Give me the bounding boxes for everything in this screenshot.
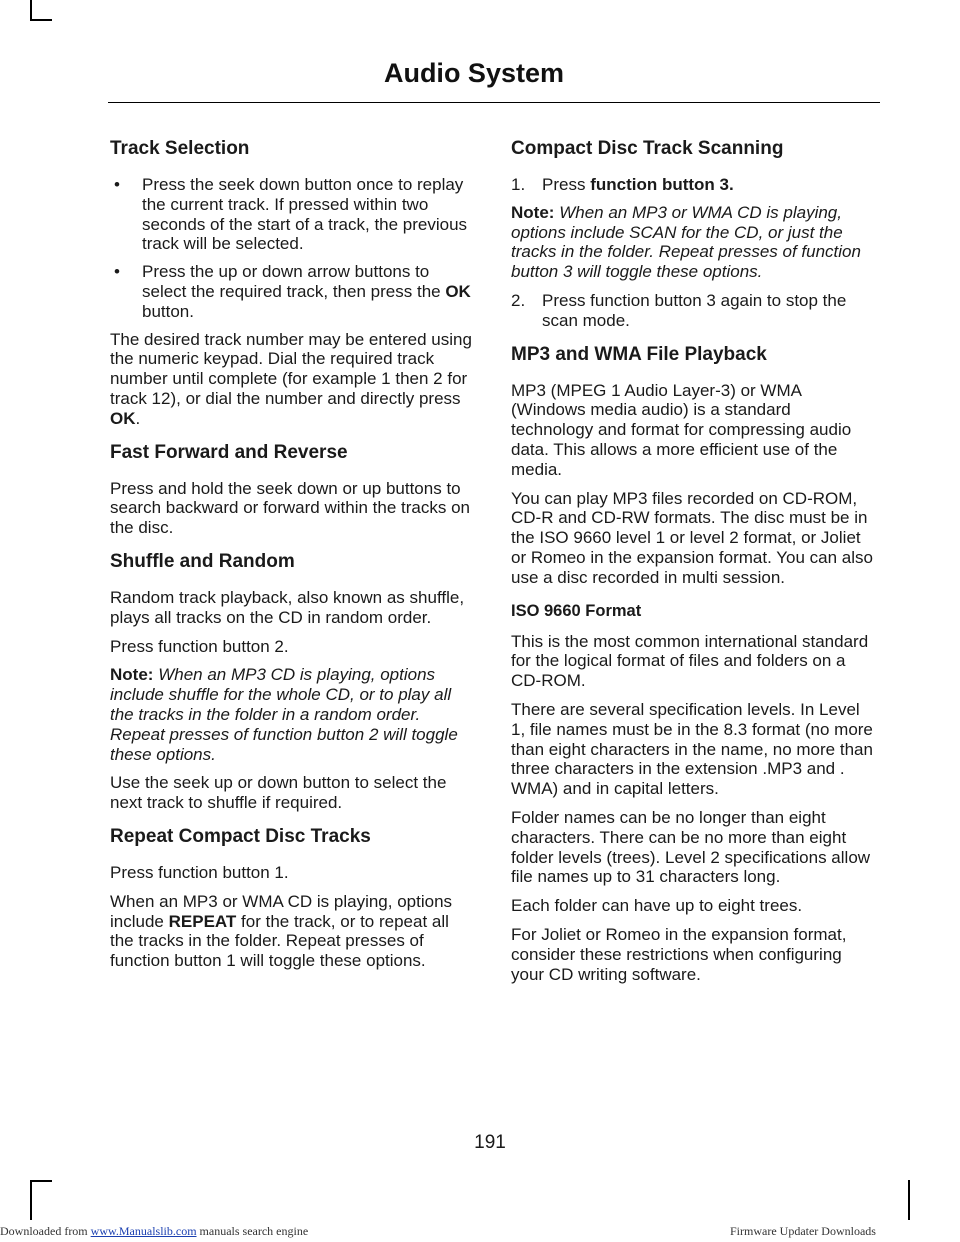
note xyxy=(511,203,877,282)
manualslib-link[interactable]: www.Manualslib.com xyxy=(90,1224,197,1238)
text-run-bold: OK xyxy=(110,408,136,428)
crop-mark xyxy=(30,1180,32,1220)
section-fast-forward xyxy=(110,441,476,538)
paragraph: MP3 (MPEG 1 Audio Layer-3) or WMA (Windows media audio) is a standard technology and format for compressing audio data. This allows a more efficient use of the media. xyxy=(511,380,852,479)
paragraph: Press and hold the seek down or up buttons to search backward or forward within the tracks on the disc. xyxy=(110,478,470,538)
section-heading: Repeat Compact Disc Tracks xyxy=(110,825,371,847)
paragraph xyxy=(110,330,476,429)
footer-right-text: Firmware Updater Downloads xyxy=(730,1224,876,1238)
section-heading: MP3 and WMA File Playback xyxy=(511,343,767,365)
text-run: button. xyxy=(142,301,194,321)
right-column xyxy=(511,137,877,993)
section-iso-9660 xyxy=(511,600,877,985)
paragraph: There are several specification levels. In Level 1, file names must be in the 8.3 format (no more than eight characters in the name, no more than three characters in the extension .MP3 and . WMA) and in capital letters. xyxy=(511,699,873,799)
text-run: When an MP3 or WMA CD is playing, options include xyxy=(110,891,453,931)
paragraph: For Joliet or Romeo in the expansion format, consider these restrictions when configuring your CD writing software. xyxy=(511,924,847,984)
section-track-selection xyxy=(110,137,476,429)
text-run: . xyxy=(135,408,141,428)
paragraph: Folder names can be no longer than eight characters. There can be no more than eight folder levels (trees). Level 2 specifications allow file names up to 31 characters long. xyxy=(511,807,871,887)
crop-mark xyxy=(908,1180,910,1220)
paragraph: This is the most common international standard for the logical format of files and folders on a CD-ROM. xyxy=(511,631,869,691)
numbered-list xyxy=(511,291,877,331)
note xyxy=(110,665,476,764)
section-heading: Track Selection xyxy=(110,138,250,159)
header-divider xyxy=(108,102,880,103)
page-number: 191 xyxy=(474,1132,506,1153)
paragraph xyxy=(110,892,476,971)
text-run: Press xyxy=(542,175,591,194)
numbered-list xyxy=(511,175,877,195)
section-heading: Fast Forward and Reverse xyxy=(110,441,348,463)
section-mp3-wma xyxy=(511,343,877,588)
footer xyxy=(0,1224,876,1239)
step-number: 1. xyxy=(511,175,526,194)
text-run: The desired track number may be entered using the numeric keypad. Dial the required track number until complete (for example 1 then 2 for track 12), or dial the number and directly press xyxy=(110,329,472,408)
crop-mark xyxy=(30,0,32,20)
crop-mark xyxy=(30,1180,52,1182)
footer-text: manuals search engine xyxy=(199,1224,309,1238)
list-item xyxy=(110,262,476,321)
paragraph: Press function button 2. xyxy=(110,636,289,656)
step-number: 2. xyxy=(511,290,526,310)
note-label: Note: xyxy=(110,665,154,685)
paragraph: Random track playback, also known as shuffle, plays all tracks on the CD in random order. xyxy=(110,587,465,627)
list-item xyxy=(511,175,877,195)
text-run-bold: function button 3. xyxy=(590,175,734,194)
note-label: Note: xyxy=(511,202,555,222)
footer-text: Downloaded from xyxy=(0,1224,88,1238)
section-repeat xyxy=(110,825,476,971)
text-run-bold: OK xyxy=(445,281,471,301)
paragraph: Use the seek up or down button to select the next track to shuffle if required. xyxy=(110,773,447,813)
paragraph: Each folder can have up to eight trees. xyxy=(511,896,803,916)
page-header-title: Audio System xyxy=(383,58,564,88)
note-text: When an MP3 or WMA CD is playing, options include SCAN for the CD, or just the tracks in the folder. Repeat presses of function button 3 will toggle these options. xyxy=(511,202,861,282)
section-scanning xyxy=(511,137,877,331)
left-column xyxy=(110,137,476,980)
section-shuffle xyxy=(110,550,476,813)
crop-mark xyxy=(30,19,52,21)
subsection-heading: ISO 9660 Format xyxy=(511,601,642,620)
paragraph: You can play MP3 files recorded on CD-ROM, CD-R and CD-RW formats. The disc must be in the ISO 9660 level 1 or level 2 format, or Joliet or Romeo in the expansion format. You can also use a disc recorded in multi session. xyxy=(511,488,873,587)
paragraph: Press function button 1. xyxy=(110,862,289,882)
note-text: When an MP3 CD is playing, options include shuffle for the whole CD, or to play all the tracks in the folder in a random order. Repeat presses of function button 2 will toggle these options. xyxy=(110,665,458,764)
list-item xyxy=(511,291,877,331)
section-heading: Compact Disc Track Scanning xyxy=(511,138,784,159)
section-heading: Shuffle and Random xyxy=(110,550,295,572)
text-run: for the track, or to repeat all the tracks in the folder. Repeat presses of function button 1 will toggle these options. xyxy=(110,911,449,971)
list-item: • Press the seek down button once to replay the current track. If pressed within two seconds of the start of a track, the previous track will be selected. xyxy=(110,175,476,254)
bullet-list xyxy=(110,175,476,322)
text-run: Press the up or down arrow buttons to select the required track, then press the xyxy=(142,262,446,301)
text-run-bold: REPEAT xyxy=(168,911,237,931)
text-run: Press function button 3 again to stop the scan mode. xyxy=(542,290,847,330)
